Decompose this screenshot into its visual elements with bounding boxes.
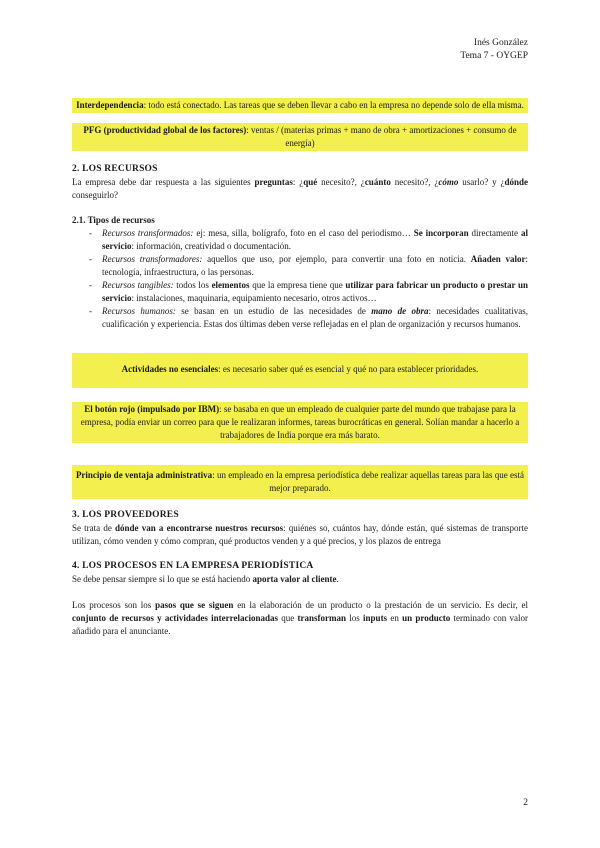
term: Actividades no esenciales [121, 364, 219, 374]
definition: : se basaba en que un empleado de cualquier parte del mundo que trabajase para la empresa, podía enviar un correo para que le realizaran informes, tareas burocráticas en general. Solían mandar a hacerlo a trabajadores de India porque era más barato. [80, 404, 520, 440]
subsection-heading-tipos: 2.1. Tipos de recursos [72, 215, 155, 225]
author-name: Inés González [473, 38, 528, 48]
list-item: - Recursos tangibles: todos los elementos que la empresa tiene que utilizar para fabricar un producto o prestar un servicio: instalaciones, maquinaria, equipamiento necesario, otros activos… [102, 279, 528, 305]
definition: : un empleado en la empresa periodística debe realizar aquellas tareas para las que está mejor preparado. [212, 470, 525, 493]
list-item: - Recursos transformados: ej: mesa, silla, bolígrafo, foto en el caso del periodismo… Se incorporan directamente al servicio: información, creatividad o documentación. [102, 227, 528, 253]
document-body [72, 96, 528, 638]
definition: : todo está conectado. Las tareas que se deben llevar a cabo en la empresa no depende solo de ella misma. [143, 100, 524, 110]
highlight-box-principio [72, 465, 528, 499]
term: Interdependencia [76, 100, 144, 110]
highlight-box-pfg [72, 123, 528, 151]
paragraph-proveedores: Se trata de dónde van a encontrarse nuestros recursos: quiénes so, cuántos hay, dónde están, qué sistemas de transporte utilizan, cómo venden y cómo compran, qué productos venden y a qué precios, y los plazos de entrega [72, 523, 529, 546]
section-heading-recursos: 2. LOS RECURSOS [72, 164, 158, 174]
highlight-box-actividades [72, 353, 528, 388]
definition: : ventas / (materias primas + mano de obra + amortizaciones + consumo de energía) [246, 125, 517, 148]
subject-title: Tema 7 - OYGEP [460, 51, 528, 61]
list-item: - Recursos humanos: se basan en un estudio de las necesidades de mano de obra: necesidades cualitativas, cualificación y experiencia. Estas dos últimas deben verse reflejadas en el plan de organización y recursos humanos. [102, 305, 528, 331]
definition: : es necesario saber qué es esencial y qué no para establecer prioridades. [218, 364, 479, 374]
paragraph-procesos-2: Los procesos son los pasos que se siguen en la elaboración de un producto o la prestación de un servicio. Es decir, el conjunto de recursos y actividades interrelacionadas que transforman los inputs en un producto terminado con valor añadido para el anunciante. [72, 600, 528, 636]
highlight-box-interdependencia [72, 98, 528, 113]
term: PFG (productividad global de los factores) [83, 125, 247, 135]
page-number: 2 [523, 798, 528, 808]
term: El botón rojo (impulsado por IBM) [84, 404, 220, 414]
paragraph-procesos-1: Se debe pensar siempre si lo que se está haciendo aporta valor al cliente. [72, 574, 339, 584]
resource-types-list [72, 227, 528, 331]
section-heading-procesos: 4. LOS PROCESOS EN LA EMPRESA PERIODÍSTICA [72, 561, 314, 571]
highlight-box-boton-rojo [72, 402, 528, 443]
term: Principio de ventaja administrativa [75, 470, 213, 480]
list-item: - Recursos transformadores: aquellos que uso, por ejemplo, para convertir una foto en noticia. Añaden valor: tecnología, infraestructura, o las personas. [102, 253, 528, 279]
section-heading-proveedores: 3. LOS PROVEEDORES [72, 510, 179, 520]
page-header [460, 37, 528, 63]
paragraph-recursos: La empresa debe dar respuesta a las siguientes preguntas: ¿qué necesito?, ¿cuánto necesito?, ¿cómo usarlo? y ¿dónde conseguirlo? [72, 177, 529, 200]
